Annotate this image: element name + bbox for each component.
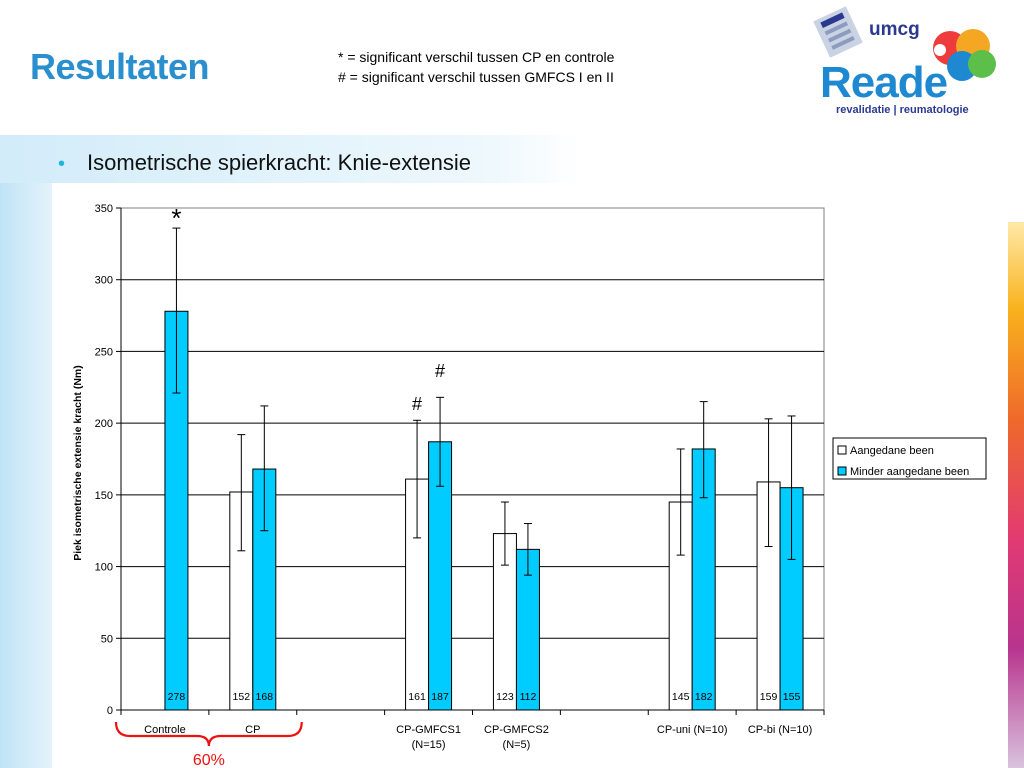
- y-tick-label: 300: [94, 274, 113, 287]
- umcg-reade-logo: [812, 2, 1012, 130]
- bar-value-label: 182: [694, 691, 713, 703]
- umcg-tower-icon: [813, 6, 863, 57]
- bar-value-label: 152: [232, 691, 251, 703]
- slide-title: Resultaten: [30, 46, 210, 87]
- bar-value-label: 112: [519, 691, 537, 703]
- y-tick-label: 50: [100, 633, 113, 646]
- significance-hash: #: [435, 360, 446, 381]
- x-category-label: Controle: [144, 724, 186, 736]
- reade-tagline: revalidatie | reumatologie: [836, 104, 969, 116]
- y-tick-label: 150: [94, 489, 113, 502]
- legend-swatch: [838, 467, 846, 475]
- legend-label: Minder aangedane been: [850, 466, 970, 478]
- bar-value-label: 161: [408, 691, 426, 703]
- note-asterisk: * = significant verschil tussen CP en controle: [338, 49, 615, 65]
- x-category-label: (N=5): [502, 739, 531, 751]
- bar-value-label: 187: [431, 691, 449, 703]
- bar-value-label: 123: [496, 691, 514, 703]
- bar-value-label: 145: [671, 691, 690, 703]
- bullet-text: Isometrische spierkracht: Knie-extensie: [87, 150, 471, 175]
- bullet-item: [58, 150, 471, 176]
- bar-value-label: 278: [167, 691, 186, 703]
- legend: [833, 438, 986, 479]
- left-decor-band: [0, 135, 52, 768]
- x-category-label: CP-GMFCS1: [396, 724, 461, 736]
- x-category-label: CP-GMFCS2: [484, 724, 549, 736]
- note-hash: # = significant verschil tussen GMFCS I en II: [338, 69, 614, 85]
- bullet-dot-icon: •: [58, 153, 66, 175]
- umcg-wordmark: umcg: [869, 19, 920, 40]
- y-tick-label: 200: [94, 418, 113, 431]
- significance-notes: [338, 47, 614, 87]
- y-tick-label: 0: [106, 705, 113, 717]
- x-category-label: CP-uni (N=10): [656, 724, 728, 736]
- x-category-label: (N=15): [411, 739, 446, 751]
- significance-hash: #: [412, 393, 423, 414]
- y-tick-label: 250: [94, 346, 113, 359]
- bar-value-label: 159: [759, 691, 778, 703]
- legend-swatch: [838, 446, 846, 454]
- bar-value-label: 155: [782, 691, 801, 703]
- brace-percentage-label: 60%: [192, 752, 225, 768]
- y-axis-label: Piek isometrische extensie kracht (Nm): [72, 365, 84, 561]
- x-category-label: CP: [245, 724, 261, 736]
- right-color-bar: [1008, 222, 1024, 768]
- y-tick-label: 100: [94, 561, 113, 574]
- bar-value-label: 168: [255, 691, 274, 703]
- bar-chart: [52, 183, 1002, 768]
- x-category-label: CP-bi (N=10): [747, 724, 813, 736]
- y-tick-label: 350: [94, 203, 113, 215]
- legend-label: Aangedane been: [850, 445, 934, 457]
- significance-asterisk: *: [171, 203, 182, 234]
- reade-wordmark: Reade: [820, 58, 948, 107]
